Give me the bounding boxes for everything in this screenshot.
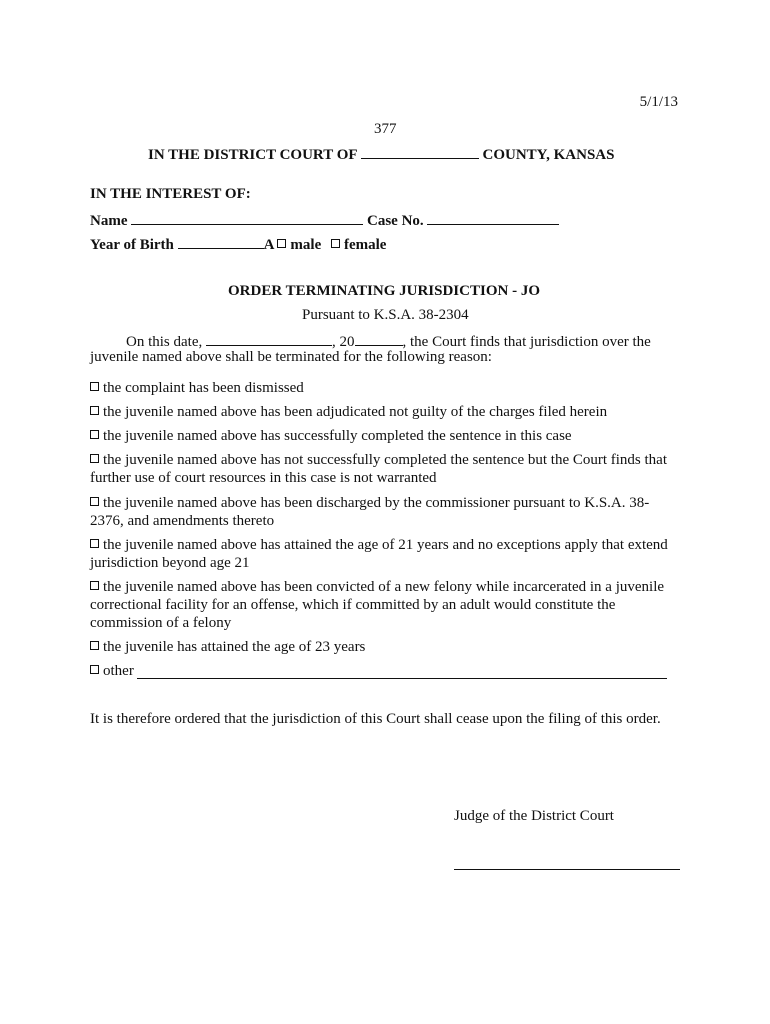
reason-text: the complaint has been dismissed	[103, 380, 304, 396]
reason-checkbox[interactable]	[90, 454, 99, 463]
reason-item	[90, 536, 680, 572]
reason-item	[90, 403, 680, 421]
year-of-birth-label: Year of Birth	[90, 237, 174, 253]
county-field[interactable]	[361, 143, 479, 159]
other-field[interactable]	[137, 678, 667, 679]
other-label: other	[103, 663, 134, 679]
reason-checkbox[interactable]	[90, 497, 99, 506]
interest-heading: IN THE INTEREST OF:	[90, 186, 251, 202]
reason-checkbox[interactable]	[90, 406, 99, 415]
name-row	[90, 209, 559, 230]
reason-checkbox[interactable]	[90, 382, 99, 391]
case-number-label: Case No.	[367, 213, 424, 229]
reason-item	[90, 379, 680, 397]
other-checkbox[interactable]	[90, 665, 99, 674]
year-field[interactable]	[355, 330, 403, 346]
name-label: Name	[90, 213, 128, 229]
case-number-field[interactable]	[427, 209, 559, 225]
reason-checkbox[interactable]	[90, 641, 99, 650]
year-prefix: , 20	[332, 334, 355, 350]
reason-item	[90, 427, 680, 445]
reason-text: the juvenile named above has been convicted of a new felony while incarcerated in a juvenile correctional facility for an offense, which if committed by an adult would constitute the commission of a felony	[90, 579, 665, 631]
order-title: ORDER TERMINATING JURISDICTION - JO	[228, 283, 540, 299]
name-field[interactable]	[131, 209, 363, 225]
year-of-birth-suffix: A	[263, 237, 274, 253]
reason-item	[90, 494, 680, 530]
reason-checkbox[interactable]	[90, 430, 99, 439]
court-heading	[148, 143, 614, 164]
reason-text: the juvenile named above has not successfully completed the sentence but the Court finds that further use of court resources in this case is not warranted	[90, 452, 668, 486]
signature-line[interactable]	[454, 869, 680, 870]
reason-text: the juvenile named above has attained the age of 21 years and no exceptions apply that extend jurisdiction beyond age 21	[90, 537, 668, 571]
reason-text: the juvenile named above has been adjudicated not guilty of the charges filed herein	[103, 404, 608, 420]
pursuant-line: Pursuant to K.S.A. 38-2304	[302, 307, 469, 323]
court-prefix: IN THE DISTRICT COURT OF	[148, 147, 357, 163]
female-label: female	[343, 237, 387, 253]
finding-line-2: juvenile named above shall be terminated for the following reason:	[90, 349, 492, 365]
reason-text: the juvenile named above has been discharged by the commissioner pursuant to K.S.A. 38-2376, and amendments thereto	[90, 495, 650, 529]
date-intro: On this date,	[126, 334, 203, 350]
revision-date: 5/1/13	[639, 94, 678, 110]
reason-other	[90, 662, 134, 680]
reason-item	[90, 638, 680, 656]
reason-item	[90, 451, 680, 487]
male-checkbox[interactable]	[277, 239, 286, 248]
signature-label: Judge of the District Court	[454, 808, 614, 824]
reason-text: the juvenile has attained the age of 23 years	[103, 639, 366, 655]
date-field[interactable]	[206, 330, 332, 346]
reason-checkbox[interactable]	[90, 581, 99, 590]
finding-text: , the Court finds that jurisdiction over the	[402, 334, 651, 350]
reason-text: the juvenile named above has successfully completed the sentence in this case	[103, 428, 572, 444]
female-checkbox[interactable]	[331, 239, 340, 248]
year-of-birth-row	[90, 233, 386, 254]
conclusion-text: It is therefore ordered that the jurisdiction of this Court shall cease upon the filing of this order.	[90, 711, 661, 727]
year-of-birth-field[interactable]	[178, 233, 264, 249]
court-suffix: COUNTY, KANSAS	[482, 147, 615, 163]
reason-item	[90, 578, 680, 632]
reason-checkbox[interactable]	[90, 539, 99, 548]
form-number: 377	[374, 121, 397, 137]
male-label: male	[290, 237, 322, 253]
